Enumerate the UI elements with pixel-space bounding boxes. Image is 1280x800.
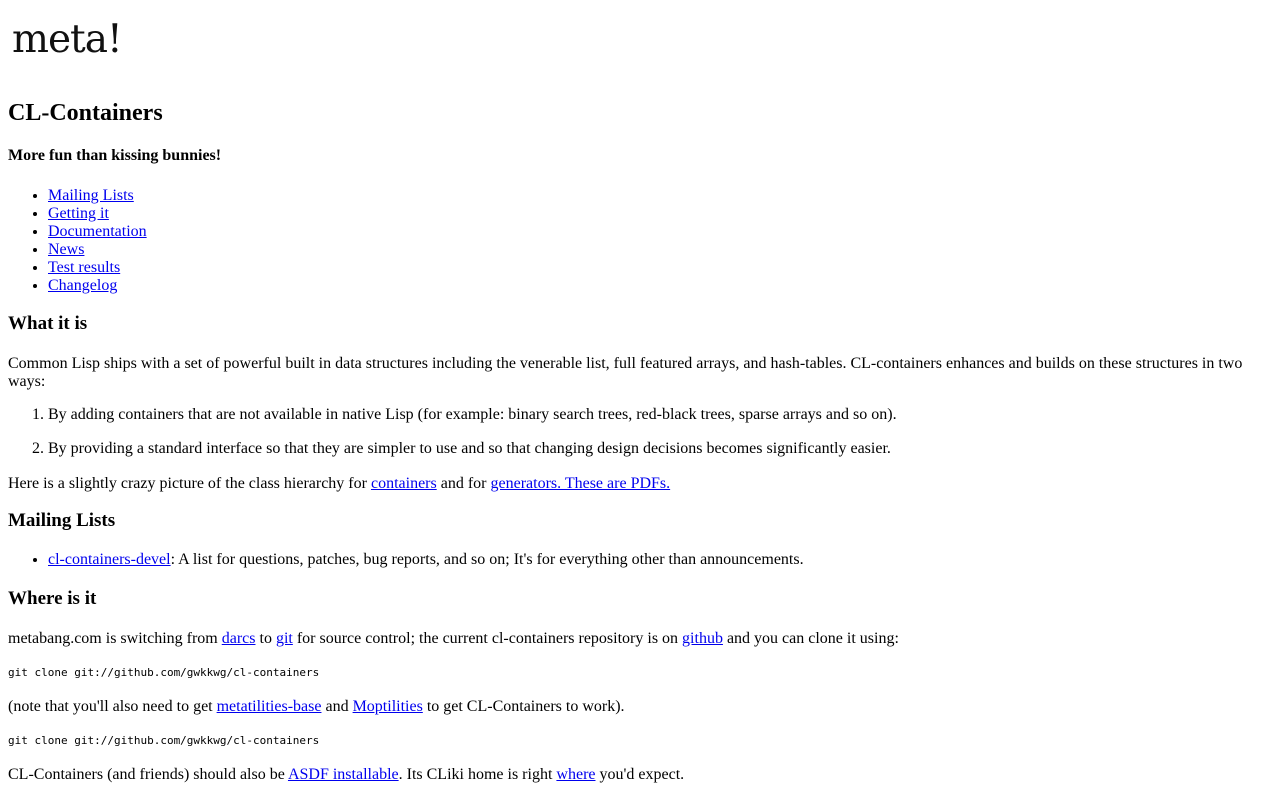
toc-link-mailing-lists[interactable]: Mailing Lists <box>48 187 134 204</box>
paragraph-text: to <box>255 630 276 647</box>
ways-list <box>48 406 897 458</box>
source-control-paragraph <box>8 630 1258 648</box>
list-item: 2. By providing a standard interface so that they are simpler to use and so that changing design decisions becomes significantly easier. <box>48 440 897 458</box>
dependencies-paragraph <box>8 698 1258 716</box>
metabang-logo[interactable]: meta! <box>12 17 122 62</box>
hierarchy-text: and for <box>436 475 491 492</box>
list-item: 1. By adding containers that are not available in native Lisp (for example: binary search trees, red-black trees, sparse arrays and so on). <box>48 406 897 424</box>
mailing-lists <box>48 551 804 569</box>
heading-mailing-lists: Mailing Lists <box>8 510 116 531</box>
cl-containers-devel-link[interactable]: cl-containers-devel <box>48 551 171 568</box>
toc-item <box>48 205 147 223</box>
toc-item <box>48 241 147 259</box>
page-subtitle: More fun than kissing bunnies! <box>8 147 222 164</box>
github-link[interactable]: github <box>682 630 723 647</box>
asdf-installable-link[interactable]: ASDF installable <box>287 766 399 783</box>
git-clone-command: git clone git://github.com/gwkkwg/cl-containers <box>8 666 320 679</box>
toc-item <box>48 187 147 205</box>
paragraph-text: and <box>321 698 353 715</box>
asdf-paragraph <box>8 766 1258 784</box>
cliki-where-link[interactable]: where <box>556 766 596 783</box>
paragraph-text: to get CL-Containers to work). <box>422 698 625 715</box>
toc-item <box>48 277 147 295</box>
toc-item <box>48 259 147 277</box>
darcs-link[interactable]: darcs <box>221 630 256 647</box>
toc-link-getting-it[interactable]: Getting it <box>48 205 109 222</box>
intro-paragraph: Common Lisp ships with a set of powerful built in data structures including the venerable list, full featured arrays, and hash-tables. CL-containers enhances and builds on these structures in two ways: <box>8 355 1243 390</box>
toc-link-documentation[interactable]: Documentation <box>48 223 147 240</box>
paragraph-text: CL-Containers (and friends) should also be <box>8 766 288 783</box>
toc-item <box>48 223 147 241</box>
moptilities-link[interactable]: Moptilities <box>352 698 423 715</box>
containers-pdf-link[interactable]: containers <box>370 475 437 492</box>
list-description: : A list for questions, patches, bug reports, and so on; It's for everything other than announcements. <box>170 551 804 568</box>
paragraph-text: for source control; the current cl-containers repository is on <box>292 630 683 647</box>
heading-where-is-it: Where is it <box>8 588 97 609</box>
paragraph-text: you'd expect. <box>595 766 685 783</box>
git-link[interactable]: git <box>275 630 293 647</box>
class-hierarchy-paragraph <box>8 475 1258 493</box>
hierarchy-text: Here is a slightly crazy picture of the class hierarchy for <box>8 475 371 492</box>
toc-link-test-results[interactable]: Test results <box>48 259 121 276</box>
toc-link-changelog[interactable]: Changelog <box>48 277 118 294</box>
page-title: CL-Containers <box>8 100 163 126</box>
paragraph-text: . Its CLiki home is right <box>398 766 557 783</box>
metatilities-base-link[interactable]: metatilities-base <box>216 698 322 715</box>
generators-pdf-link[interactable]: generators. These are PDFs. <box>490 475 671 492</box>
toc-link-news[interactable]: News <box>48 241 85 258</box>
git-clone-command: git clone git://github.com/gwkkwg/cl-containers <box>8 734 320 747</box>
list-item <box>48 551 804 569</box>
table-of-contents <box>48 187 147 295</box>
paragraph-text: metabang.com is switching from <box>8 630 222 647</box>
paragraph-text: and you can clone it using: <box>722 630 899 647</box>
heading-what-it-is: What it is <box>8 313 88 334</box>
paragraph-text: (note that you'll also need to get <box>8 698 217 715</box>
